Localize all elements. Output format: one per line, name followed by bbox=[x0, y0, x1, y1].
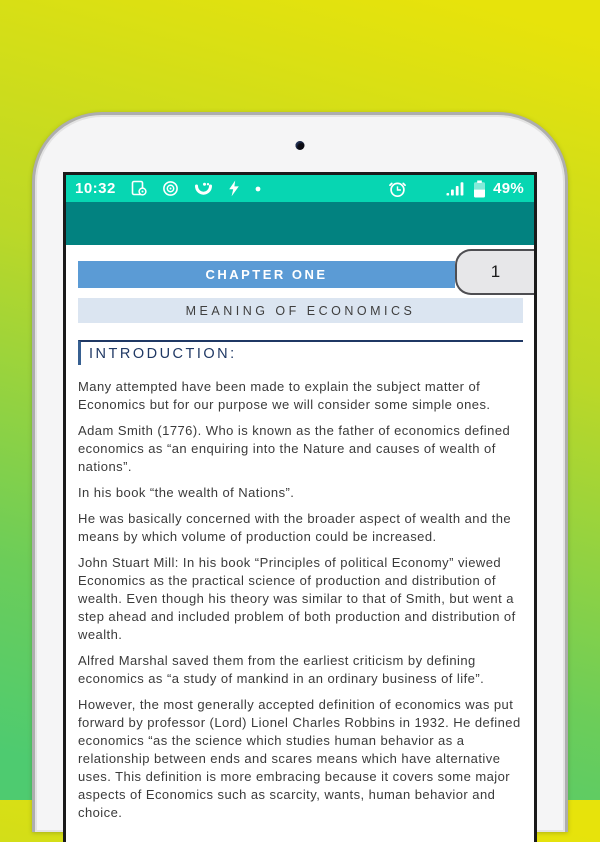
document-title-label: MEANING OF ECONOMICS bbox=[185, 303, 416, 318]
status-icons-left bbox=[130, 180, 388, 197]
status-icons-right bbox=[388, 180, 524, 198]
alarm-icon bbox=[388, 180, 407, 198]
paragraph: In his book “the wealth of Nations”. bbox=[78, 485, 295, 500]
battery-percent-label: 49% bbox=[493, 180, 524, 197]
paragraph: Adam Smith (1776). Who is known as the father of economics defined economics as “an enquiring into the Nature and causes of wealth of nations”. bbox=[78, 423, 511, 474]
hotspot-icon bbox=[162, 180, 179, 197]
page-number-label: 1 bbox=[490, 262, 501, 281]
notification-dot-icon bbox=[255, 186, 261, 192]
paragraph: John Stuart Mill: In his book “Principles of political Economy” viewed Economics as the practical science of production and distribution of wealth. Even though his theory was similar to that of Smith, but went a step ahead and included problem of both production and distribution of wealth. bbox=[78, 555, 516, 642]
app-header-bar bbox=[66, 202, 534, 245]
status-clock: 10:32 bbox=[75, 180, 116, 197]
document-content[interactable] bbox=[66, 245, 534, 842]
signal-strength-icon bbox=[446, 181, 466, 196]
chapter-banner-label: CHAPTER ONE bbox=[205, 267, 328, 282]
tablet-frame bbox=[32, 112, 568, 832]
section-heading: INTRODUCTION: bbox=[78, 340, 523, 365]
page-number-tab[interactable] bbox=[455, 249, 534, 295]
status-bar bbox=[66, 175, 534, 202]
battery-icon bbox=[473, 180, 486, 198]
paragraph: Many attempted have been made to explain the subject matter of Economics but for our purpose we will consider some simple ones. bbox=[78, 379, 491, 412]
screen-cast-icon bbox=[130, 180, 147, 197]
chapter-banner bbox=[78, 261, 455, 288]
front-camera-dot bbox=[296, 141, 305, 150]
paragraph: He was basically concerned with the broader aspect of wealth and the means by which volume of production could be increased. bbox=[78, 511, 512, 544]
document-title-banner bbox=[78, 298, 523, 323]
palm-gesture-icon bbox=[194, 180, 213, 197]
device-screen bbox=[63, 172, 537, 842]
charging-bolt-icon bbox=[228, 180, 240, 197]
paragraph: However, the most generally accepted definition of economics was put forward by professor (Lord) Lionel Charles Robbins in 1932. He defined economics “as the science which studies human behavior as a relationship between ends and scares means which have alternative uses. This definition is more embracing because it covers some major aspects of Economics such as scarcity, wants, human behavior and choice. bbox=[78, 697, 521, 820]
paragraph: Alfred Marshal saved them from the earliest criticism by defining economics as “a study of mankind in an ordinary business of life”. bbox=[78, 653, 485, 686]
